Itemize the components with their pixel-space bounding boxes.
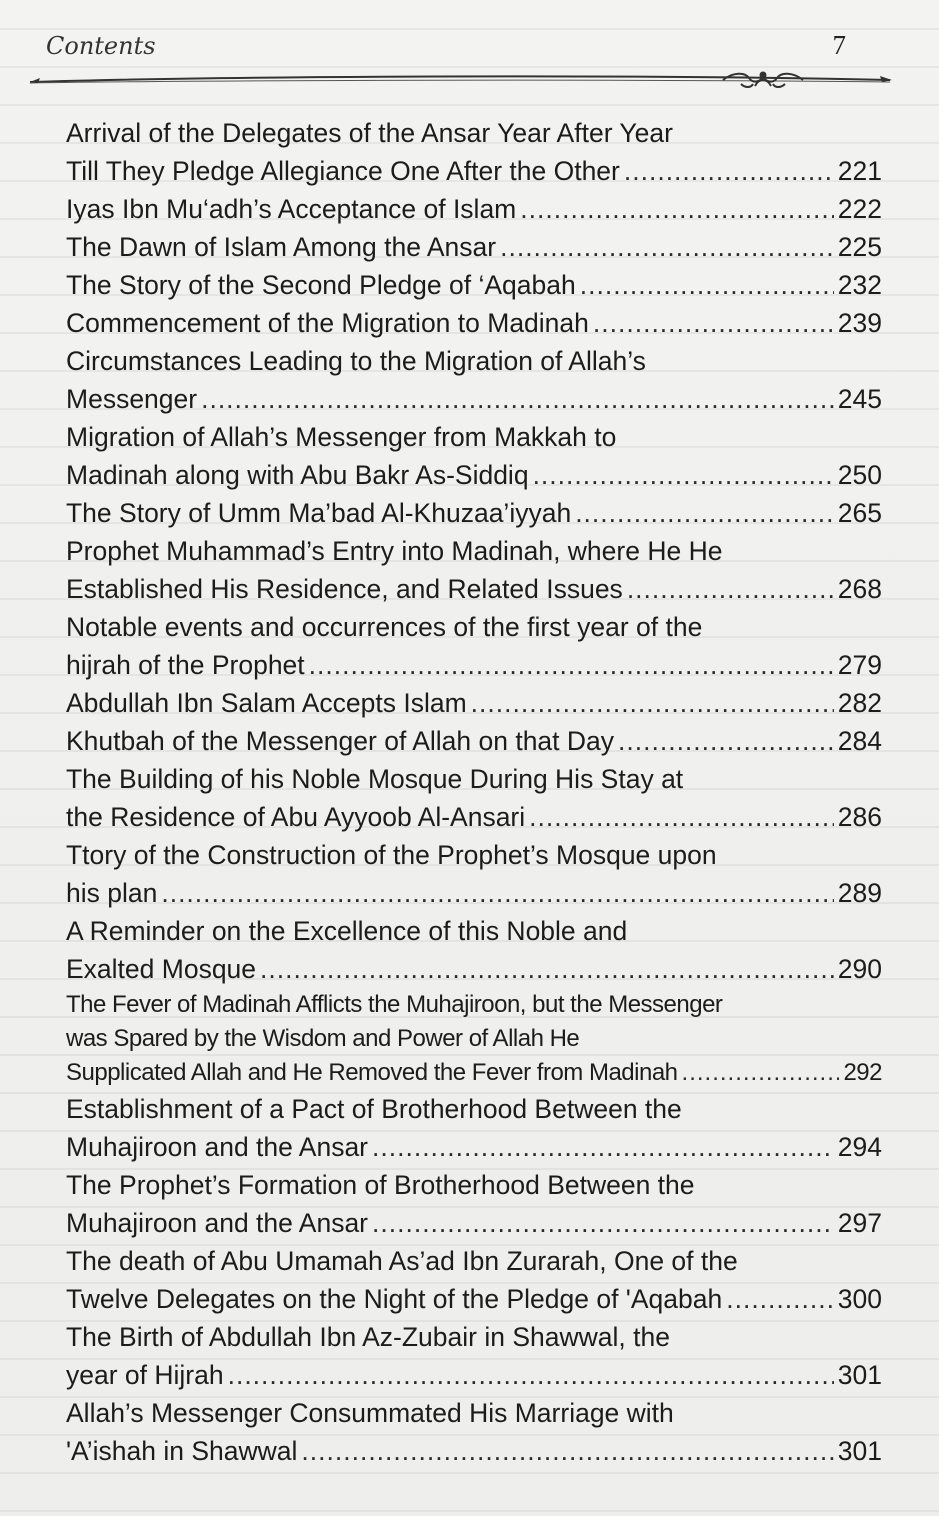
toc-page-number: 225 xyxy=(837,232,882,262)
dot-leader xyxy=(580,266,834,304)
toc-entry-title: Twelve Delegates on the Night of the Pledge of 'Aqabah xyxy=(66,1284,723,1314)
toc-page-number: 301 xyxy=(837,1436,882,1466)
toc-entry xyxy=(66,988,882,1090)
toc-entry-title: Exalted Mosque xyxy=(66,954,257,984)
toc-page-number: 250 xyxy=(837,460,882,490)
toc-entry xyxy=(66,1090,882,1166)
toc-entry xyxy=(66,1318,882,1394)
toc-entry-line xyxy=(66,912,882,950)
toc-entry-line xyxy=(66,532,882,570)
dot-leader xyxy=(624,152,834,190)
toc-entry-line xyxy=(66,1090,882,1128)
toc-entry xyxy=(66,608,882,684)
toc-entry-line xyxy=(66,874,882,912)
toc-entry xyxy=(66,114,882,190)
dot-leader xyxy=(372,1204,834,1242)
toc-entry-line xyxy=(66,266,882,304)
toc-page-number: 265 xyxy=(837,498,882,528)
toc-entry-line xyxy=(66,1056,882,1090)
dot-leader xyxy=(372,1128,834,1166)
toc-entry-title: was Spared by the Wisdom and Power of Allah He xyxy=(66,1025,580,1052)
toc-entry-line xyxy=(66,570,882,608)
toc-entry-title: The Building of his Noble Mosque During His Stay at xyxy=(66,764,684,794)
toc-entry-line xyxy=(66,228,882,266)
toc-entry-line xyxy=(66,722,882,760)
toc-entry-line xyxy=(66,494,882,532)
toc-page-number: 286 xyxy=(837,802,882,832)
toc-entry xyxy=(66,1242,882,1318)
toc-entry xyxy=(66,912,882,988)
dot-leader xyxy=(520,190,834,228)
toc-page-number: 221 xyxy=(837,156,882,186)
toc-entry-title: Messenger xyxy=(66,384,198,414)
toc-entry xyxy=(66,532,882,608)
toc-page-number: 279 xyxy=(837,650,882,680)
toc-entry-line xyxy=(66,646,882,684)
toc-page-number: 292 xyxy=(843,1059,882,1086)
dot-leader xyxy=(301,1432,833,1470)
running-title: Contents xyxy=(46,32,156,60)
toc-entry-title: Notable events and occurrences of the first year of the xyxy=(66,612,703,642)
toc-entry-title: hijrah of the Prophet xyxy=(66,650,305,680)
toc-entry-title: Commencement of the Migration to Madinah xyxy=(66,308,589,338)
toc-entry-title: Supplicated Allah and He Removed the Fever from Madinah xyxy=(66,1059,678,1086)
toc-entry-title: A Reminder on the Excellence of this Noble and xyxy=(66,916,628,946)
toc-page-number: 300 xyxy=(837,1284,882,1314)
dot-leader xyxy=(682,1056,840,1090)
toc-entry-line xyxy=(66,418,882,456)
table-of-contents xyxy=(66,114,882,1470)
toc-entry-line xyxy=(66,988,882,1022)
toc-entry-title: The Prophet’s Formation of Brotherhood Between the xyxy=(66,1170,695,1200)
toc-entry-title: Established His Residence, and Related Issues xyxy=(66,574,623,604)
toc-entry-line xyxy=(66,1432,882,1470)
toc-page-number: 245 xyxy=(837,384,882,414)
toc-page-number: 239 xyxy=(837,308,882,338)
toc-entry-title: Muhajiroon and the Ansar xyxy=(66,1132,369,1162)
toc-entry-title: The Story of the Second Pledge of ‘Aqabah xyxy=(66,270,576,300)
dot-leader xyxy=(309,646,834,684)
toc-entry-title: Migration of Allah’s Messenger from Makkah to xyxy=(66,422,617,452)
toc-entry-line xyxy=(66,760,882,798)
toc-entry xyxy=(66,1394,882,1470)
toc-entry-title: Circumstances Leading to the Migration of Allah’s xyxy=(66,346,646,376)
toc-entry-title: Iyas Ibn Mu‘adh’s Acceptance of Islam xyxy=(66,194,517,224)
dot-leader xyxy=(228,1356,834,1394)
toc-entry-line xyxy=(66,1318,882,1356)
toc-entry-line xyxy=(66,684,882,722)
toc-entry-title: Establishment of a Pact of Brotherhood Between the xyxy=(66,1094,682,1124)
toc-entry xyxy=(66,836,882,912)
toc-entry-line xyxy=(66,1204,882,1242)
toc-page-number: 222 xyxy=(837,194,882,224)
toc-page-number: 268 xyxy=(837,574,882,604)
toc-entry-title: year of Hijrah xyxy=(66,1360,224,1390)
dot-leader xyxy=(593,304,834,342)
toc-entry-title: Prophet Muhammad’s Entry into Madinah, where He He xyxy=(66,536,723,566)
dot-leader xyxy=(529,798,834,836)
toc-entry-title: Ttory of the Construction of the Prophet’s Mosque upon xyxy=(66,840,717,870)
toc-page-number: 297 xyxy=(837,1208,882,1238)
toc-entry xyxy=(66,418,882,494)
toc-entry xyxy=(66,722,882,760)
toc-entry xyxy=(66,684,882,722)
toc-entry-line xyxy=(66,1242,882,1280)
toc-entry-title: Abdullah Ibn Salam Accepts Islam xyxy=(66,688,467,718)
toc-entry-line xyxy=(66,1280,882,1318)
toc-entry-line xyxy=(66,1022,882,1056)
toc-page-number: 289 xyxy=(837,878,882,908)
toc-entry-title: Arrival of the Delegates of the Ansar Year After Year xyxy=(66,118,673,148)
toc-entry-line xyxy=(66,304,882,342)
toc-entry-line xyxy=(66,342,882,380)
dot-leader xyxy=(471,684,834,722)
toc-entry-line xyxy=(66,798,882,836)
toc-entry-title: Till They Pledge Allegiance One After the Other xyxy=(66,156,620,186)
toc-entry-line xyxy=(66,836,882,874)
dot-leader xyxy=(575,494,834,532)
page-number: 7 xyxy=(832,30,846,60)
toc-entry-title: Khutbah of the Messenger of Allah on that Day xyxy=(66,726,615,756)
toc-entry-line xyxy=(66,1166,882,1204)
toc-entry-line xyxy=(66,456,882,494)
toc-entry-line xyxy=(66,114,882,152)
toc-page-number: 301 xyxy=(837,1360,882,1390)
dot-leader xyxy=(726,1280,834,1318)
toc-entry-line xyxy=(66,1394,882,1432)
dot-leader xyxy=(533,456,834,494)
toc-entry-title: The Fever of Madinah Afflicts the Muhajiroon, but the Messenger xyxy=(66,991,723,1018)
toc-page-number: 290 xyxy=(837,954,882,984)
dot-leader xyxy=(500,228,834,266)
dot-leader xyxy=(161,874,833,912)
toc-entry-line xyxy=(66,380,882,418)
toc-entry-line xyxy=(66,1356,882,1394)
toc-page-number: 282 xyxy=(837,688,882,718)
dot-leader xyxy=(201,380,834,418)
ornamental-rule-icon xyxy=(28,62,894,96)
toc-entry xyxy=(66,494,882,532)
dot-leader xyxy=(618,722,834,760)
toc-entry-title: the Residence of Abu Ayyoob Al-Ansari xyxy=(66,802,526,832)
toc-entry-line xyxy=(66,152,882,190)
toc-entry xyxy=(66,228,882,266)
toc-entry xyxy=(66,304,882,342)
toc-entry-title: Madinah along with Abu Bakr As-Siddiq xyxy=(66,460,529,490)
toc-entry xyxy=(66,342,882,418)
toc-entry xyxy=(66,760,882,836)
toc-entry-title: 'A’ishah in Shawwal xyxy=(66,1436,298,1466)
toc-entry-line xyxy=(66,608,882,646)
toc-page-number: 232 xyxy=(837,270,882,300)
dot-leader xyxy=(260,950,834,988)
toc-entry-title: his plan xyxy=(66,878,158,908)
toc-entry-line xyxy=(66,950,882,988)
toc-entry xyxy=(66,266,882,304)
toc-entry-title: Allah’s Messenger Consummated His Marriage with xyxy=(66,1398,674,1428)
toc-entry-title: The Birth of Abdullah Ibn Az-Zubair in Shawwal, the xyxy=(66,1322,670,1352)
dot-leader xyxy=(627,570,834,608)
toc-entry-title: The death of Abu Umamah As’ad Ibn Zurarah, One of the xyxy=(66,1246,738,1276)
toc-page-number: 294 xyxy=(837,1132,882,1162)
toc-page-number: 284 xyxy=(837,726,882,756)
toc-entry-title: The Dawn of Islam Among the Ansar xyxy=(66,232,497,262)
toc-entry xyxy=(66,190,882,228)
toc-entry xyxy=(66,1166,882,1242)
toc-entry-title: The Story of Umm Ma’bad Al-Khuzaa’iyyah xyxy=(66,498,572,528)
toc-entry-line xyxy=(66,190,882,228)
toc-entry-title: Muhajiroon and the Ansar xyxy=(66,1208,369,1238)
toc-entry-line xyxy=(66,1128,882,1166)
